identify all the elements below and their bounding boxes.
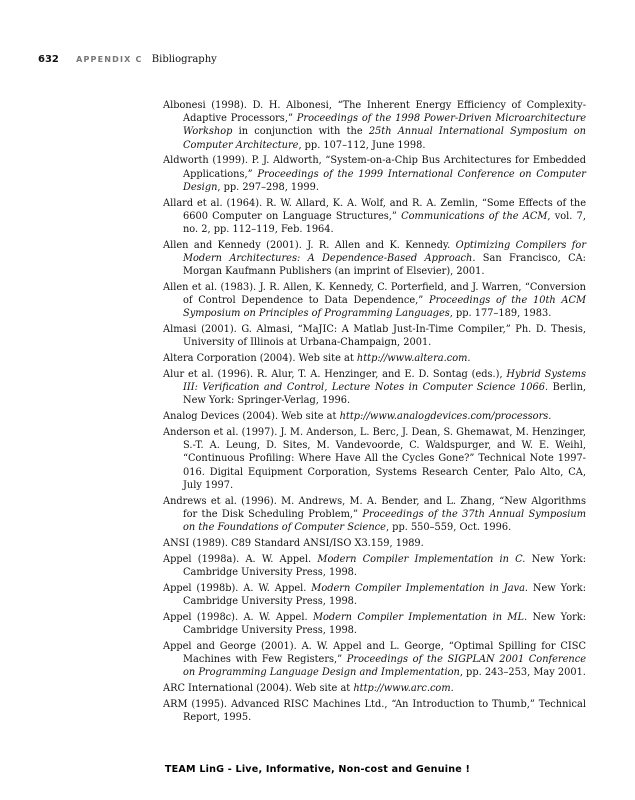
entry-italic: Optimizing Compilers for Modern Architectures: A Dependence-Based Approach.	[183, 239, 587, 265]
entry-key: Allen and Kennedy (2001).	[163, 239, 302, 251]
entry-text: New York: Cambridge University Press, 1998.	[183, 611, 587, 636]
entry-text: Berlin, New York: Springer-Verlag, 1996.	[183, 382, 586, 407]
entry-text: D. H. Albonesi, “The Inherent Energy Efficiency of Complexity-Adaptive Processors,”	[183, 100, 587, 125]
running-head	[38, 54, 217, 65]
entry-italic: http://www.arc.com.	[353, 682, 454, 694]
entry-italic: Proceedings of the 10th ACM Symposium on Principles of Programming Languages	[183, 295, 587, 320]
entry-italic: Communications of the ACM	[401, 210, 548, 222]
bibliography-entry	[163, 698, 586, 724]
entry-text: C89 Standard ANSI/ISO X3.159, 1989.	[228, 537, 424, 549]
entry-text: M. Andrews, M. A. Bender, and L. Zhang, “New Algorithms for the Disk Scheduling Problem,”	[183, 495, 586, 520]
entry-text: J. R. Allen and K. Kennedy.	[301, 239, 456, 251]
bibliography-entry	[163, 197, 586, 237]
entry-key: ANSI (1989).	[163, 537, 229, 549]
bibliography-entry	[163, 239, 586, 279]
entry-italic: Modern Compiler Implementation in Java.	[311, 582, 529, 594]
appendix-label: APPENDIX C	[76, 55, 143, 64]
entry-key: Anderson et al. (1997).	[163, 427, 278, 439]
entry-key: ARC International (2004).	[163, 682, 292, 694]
bibliography-list	[163, 99, 586, 727]
entry-italic: Hybrid Systems III: Verification and Control, Lecture Notes in Computer Science 1066.	[183, 369, 586, 394]
entry-text: , pp. 107–112, June 1998.	[298, 139, 426, 151]
entry-text: J. R. Allen, K. Kennedy, C. Porterfield, and J. Warren, “Conversion of Control Dependence to Data Dependence,”	[183, 282, 586, 307]
entry-key: Albonesi (1998).	[163, 100, 247, 111]
entry-text: A. W. Appel.	[238, 582, 312, 594]
entry-text: New York: Cambridge University Press, 1998.	[183, 582, 587, 607]
entry-key: Appel (1998c).	[163, 611, 239, 623]
entry-italic: Modern Compiler Implementation in C.	[317, 553, 526, 565]
entry-key: Allard et al. (1964).	[163, 197, 263, 209]
bibliography-entry	[163, 553, 586, 579]
entry-italic: http://www.analogdevices.com/processors.	[339, 411, 552, 423]
section-title: Bibliography	[151, 54, 217, 65]
entry-italic: Modern Compiler Implementation in ML.	[312, 611, 528, 623]
entry-italic: Proceedings of the 1999 International Conference on Computer Design	[183, 168, 586, 193]
bibliography-entry	[163, 352, 586, 365]
entry-text: Advanced RISC Machines Ltd., “An Introduction to Thumb,” Technical Report, 1995.	[183, 698, 586, 723]
bibliography-entry	[163, 537, 586, 550]
entry-text: New York: Cambridge University Press, 1998.	[183, 553, 587, 578]
entry-text: , pp. 297–298, 1999.	[217, 181, 319, 193]
entry-key: Alur et al. (1996).	[163, 369, 254, 381]
bibliography-entry	[163, 640, 586, 680]
entry-key: Andrews et al. (1996).	[163, 495, 277, 507]
entry-key: Analog Devices (2004).	[163, 411, 279, 423]
entry-key: Aldworth (1999).	[163, 155, 249, 167]
entry-text: , vol. 7, no. 2, pp. 112–119, Feb. 1964.	[183, 210, 587, 236]
bibliography-entry	[163, 99, 586, 152]
page-number: 632	[38, 54, 59, 65]
bibliography-entry	[163, 426, 586, 492]
entry-key: Altera Corporation (2004).	[163, 353, 296, 365]
bibliography-entry	[163, 368, 586, 408]
entry-italic: Proceedings of the 37th Annual Symposium on the Foundations of Computer Science	[183, 508, 586, 534]
entry-text: San Francisco, CA: Morgan Kaufmann Publishers (an imprint of Elsevier), 2001.	[183, 253, 586, 278]
entry-key: ARM (1995).	[163, 698, 228, 710]
bibliography-entry	[163, 582, 586, 608]
bibliography-entry	[163, 682, 586, 695]
entry-text: Web site at	[295, 353, 357, 365]
footer-tagline: TEAM LinG - Live, Informative, Non-cost and Genuine !	[164, 764, 471, 775]
bibliography-entry	[163, 495, 586, 535]
bibliography-entry	[163, 611, 586, 637]
entry-text: Web site at	[291, 682, 354, 694]
entry-text: in conjunction with the	[232, 126, 369, 138]
bibliography-entry	[163, 281, 586, 321]
entry-italic: Proceedings of the SIGPLAN 2001 Conference on Programming Language Design and Implementation	[183, 653, 587, 679]
entry-text: R. W. Allard, K. A. Wolf, and R. A. Zemlin, “Some Effects of the 6600 Computer on Language Structures,”	[183, 197, 586, 222]
entry-text: Web site at	[278, 411, 340, 423]
entry-key: Appel and George (2001).	[163, 640, 297, 652]
entry-text: P. J. Aldworth, “System-on-a-Chip Bus Architectures for Embedded Applications,”	[183, 155, 587, 180]
entry-text: R. Alur, T. A. Henzinger, and E. D. Sontag (eds.),	[253, 369, 507, 381]
entry-key: Appel (1998a).	[163, 553, 240, 565]
entry-key: Appel (1998b).	[163, 582, 239, 594]
entry-text: A. W. Appel.	[239, 553, 318, 565]
entry-italic: http://www.altera.com.	[356, 353, 471, 365]
entry-italic: Proceedings of the 1998 Power-Driven Microarchitecture Workshop	[183, 113, 586, 138]
entry-key: Allen et al. (1983).	[163, 282, 257, 294]
entry-text: A. W. Appel and L. George, “Optimal Spilling for CISC Machines with Few Registers,”	[183, 640, 586, 665]
bibliography-entry	[163, 154, 586, 194]
entry-key: Almasi (2001).	[163, 324, 237, 336]
bibliography-entry	[163, 410, 586, 423]
entry-text: , pp. 243–253, May 2001.	[459, 667, 586, 679]
entry-text: G. Almasi, “MaJIC: A Matlab Just-In-Time Compiler,” Ph. D. Thesis, University of Illinois at Urbana-Champaign, 2001.	[183, 324, 586, 349]
entry-text: J. M. Anderson, L. Berc, J. Dean, S. Ghemawat, M. Henzinger, S.-T. A. Leung, D. Sites, M. Vandevoorde, C. Waldspurger, and W. E. Weihl, “Continuous Profiling: Where Have All the Cycles Gone?” Technical Note 1997-016. Digital Equipment Corporation, Systems Research Center, Palo Alto, CA, July 1997.	[183, 427, 587, 491]
bibliography-entry	[163, 323, 586, 349]
entry-text: , pp. 550–559, Oct. 1996.	[385, 522, 512, 534]
entry-text: , pp. 177–189, 1983.	[449, 308, 552, 320]
entry-italic: 25th Annual International Symposium on Computer Architecture	[183, 126, 586, 151]
entry-text: A. W. Appel.	[238, 611, 313, 623]
